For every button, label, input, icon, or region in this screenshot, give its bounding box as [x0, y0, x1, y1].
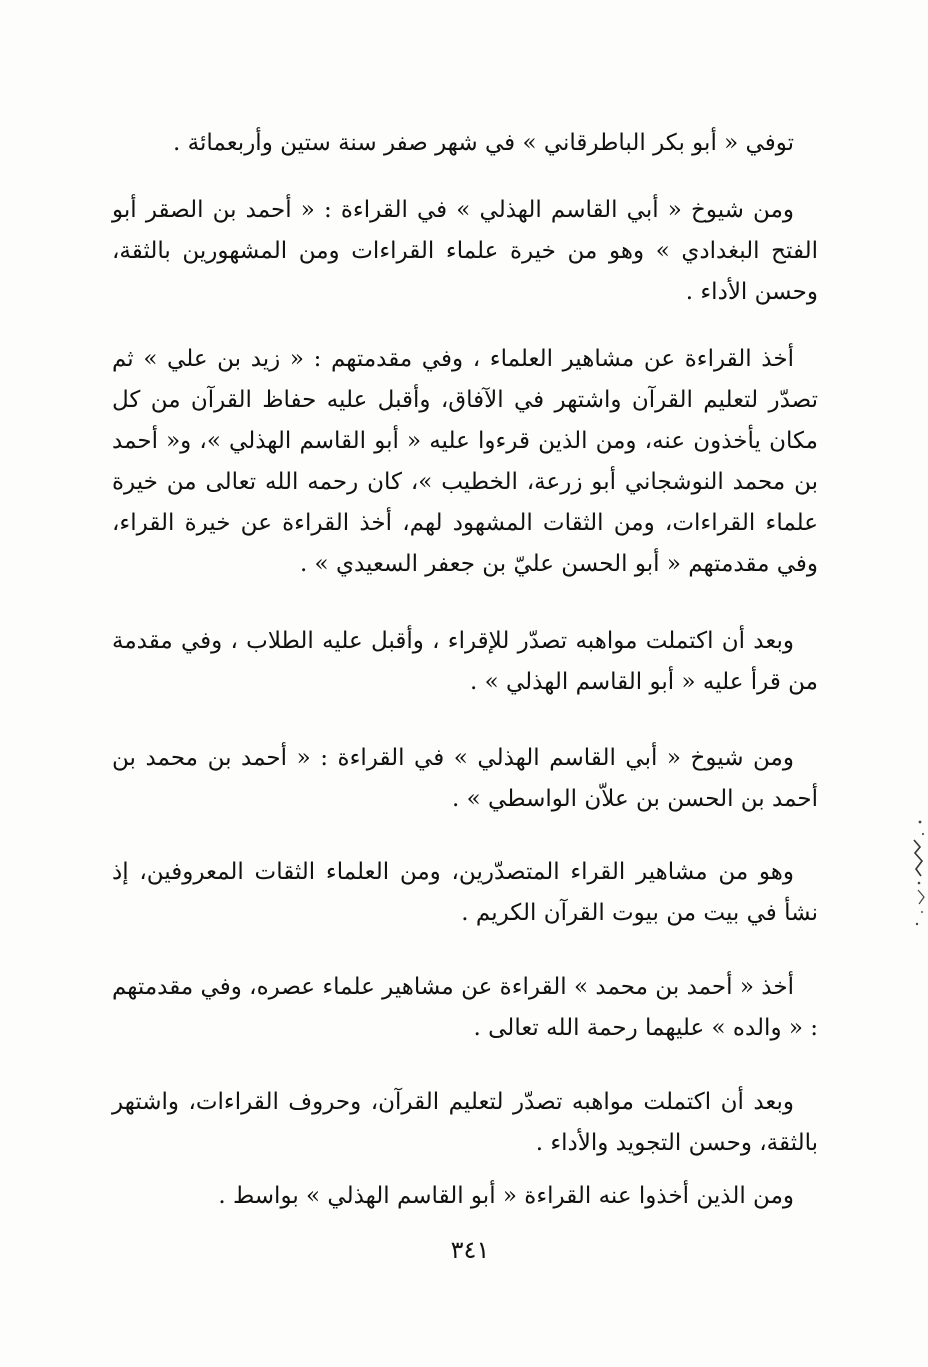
paragraph-6-text: وهو من مشاهير القراء المتصدّرين، ومن العلماء الثقات المعروفين، إذ نشأ في بيت من بيوت القرآن الكريم .: [112, 859, 818, 926]
paragraph-1: [112, 123, 818, 164]
paragraph-7: [112, 967, 818, 1049]
paragraph-6: [112, 852, 818, 934]
paragraph-4-text: وبعد أن اكتملت مواهبه تصدّر للإقراء ، وأقبل عليه الطلاب ، وفي مقدمة من قرأ عليه « أبو القاسم الهذلي » .: [112, 628, 818, 695]
paragraph-2-text: ومن شيوخ « أبي القاسم الهذلي » في القراءة : « أحمد بن الصقر أبو الفتح البغدادي » وهو من خيرة علماء القراءات ومن المشهورين بالثقة، وحسن الأداء .: [112, 197, 818, 305]
paragraph-2: [112, 190, 818, 313]
page-number: ٣٤١: [450, 1236, 490, 1264]
paragraph-5-text: ومن شيوخ « أبي القاسم الهذلي » في القراءة : « أحمد بن محمد بن أحمد بن الحسن بن علاّن الواسطي » .: [112, 745, 818, 812]
paragraph-5: [112, 738, 818, 820]
paragraph-9-text: ومن الذين أخذوا عنه القراءة « أبو القاسم الهذلي » بواسط .: [218, 1183, 794, 1209]
paragraph-3-text: أخذ القراءة عن مشاهير العلماء ، وفي مقدمتهم : « زيد بن علي » ثم تصدّر لتعليم القرآن واشتهر في الآفاق، وأقبل عليه حفاظ القرآن من كل مكان يأخذون عنه، ومن الذين قرءوا عليه « أبو القاسم الهذلي »، و« أحمد بن محمد النوشجاني أبو زرعة، الخطيب »، كان رحمه الله تعالى من خيرة علماء القراءات، ومن الثقات المشهود لهم، أخذ القراءة عن خيرة القراء، وفي مقدمتهم « أبو الحسن عليّ بن جعفر السعيدي » .: [112, 346, 818, 577]
paragraph-8-text: وبعد أن اكتملت مواهبه تصدّر لتعليم القرآن، وحروف القراءات، واشتهر بالثقة، وحسن التجويد والأداء .: [112, 1089, 818, 1156]
scan-artifact: [906, 800, 928, 940]
paragraph-7-text: أخذ « أحمد بن محمد » القراءة عن مشاهير علماء عصره، وفي مقدمتهم : « والده » عليهما رحمة الله تعالى .: [112, 974, 818, 1041]
paragraph-8: [112, 1082, 818, 1164]
paragraph-9: [112, 1176, 818, 1217]
paragraph-4: [112, 621, 818, 703]
paragraph-1-text: توفي « أبو بكر الباطرقاني » في شهر صفر سنة ستين وأربعمائة .: [173, 130, 794, 156]
paragraph-3: [112, 339, 818, 585]
